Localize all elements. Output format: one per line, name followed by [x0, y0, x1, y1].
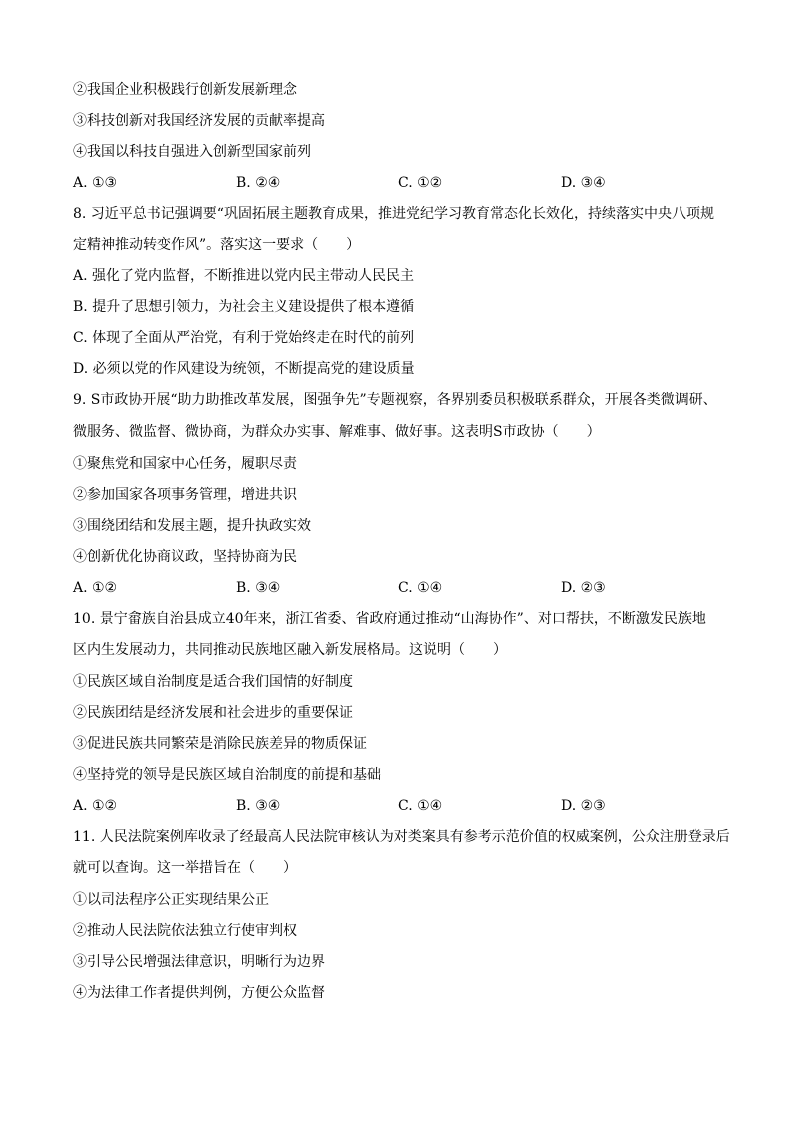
q10-statement-4: ④坚持党的领导是民族区域自治制度的前提和基础	[73, 767, 381, 783]
q10-stem-line-1: 10. 景宁畲族自治县成立40年来，浙江省委、省政府通过推动“山海协作”、对口帮扶，不断激发民族地	[73, 611, 706, 627]
q7-option-a[interactable]: A. ①③	[73, 175, 118, 191]
q7-statement-4: ④我国以科技自强进入创新型国家前列	[73, 144, 311, 160]
q9-stem-line-1: 9. S市政协开展“助力助推改革发展，图强争先”专题视察，各界别委员积极联系群众，开展各类微调研、	[73, 392, 717, 408]
q10-option-d[interactable]: D. ②③	[561, 798, 606, 814]
q7-option-d[interactable]: D. ③④	[561, 175, 606, 191]
q9-option-b[interactable]: B. ③④	[236, 580, 281, 596]
q9-option-d[interactable]: D. ②③	[561, 580, 606, 596]
q7-option-b[interactable]: B. ②④	[236, 175, 281, 191]
q10-statement-3: ③促进民族共同繁荣是消除民族差异的物质保证	[73, 736, 367, 752]
q11-stem-line-2: 就可以查询。这一举措旨在（ ）	[73, 860, 297, 876]
q10-statement-2: ②民族团结是经济发展和社会进步的重要保证	[73, 705, 353, 721]
q9-stem-line-2: 微服务、微监督、微协商，为群众办实事、解难事、做好事。这表明S市政协（ ）	[73, 424, 601, 440]
q9-statement-1: ①聚焦党和国家中心任务，履职尽责	[73, 456, 297, 472]
q10-option-c[interactable]: C. ①④	[398, 798, 443, 814]
q9-statement-3: ③围绕团结和发展主题，提升执政实效	[73, 518, 311, 534]
q11-statement-2: ②推动人民法院依法独立行使审判权	[73, 923, 297, 939]
q8-stem-line-1: 8. 习近平总书记强调要“巩固拓展主题教育成果，推进党纪学习教育常态化长效化，持续落实中央八项规	[73, 206, 714, 222]
q9-statement-2: ②参加国家各项事务管理，增进共识	[73, 487, 297, 503]
q7-option-c[interactable]: C. ①②	[398, 175, 443, 191]
q7-statement-2: ②我国企业积极践行创新发展新理念	[73, 82, 297, 98]
q8-choice-b[interactable]: B. 提升了思想引领力，为社会主义建设提供了根本遵循	[73, 299, 415, 315]
q7-statement-3: ③科技创新对我国经济发展的贡献率提高	[73, 113, 325, 129]
q11-statement-4: ④为法律工作者提供判例，方便公众监督	[73, 985, 325, 1001]
q9-option-a[interactable]: A. ①②	[73, 580, 118, 596]
q11-statement-3: ③引导公民增强法律意识，明晰行为边界	[73, 954, 325, 970]
q10-option-a[interactable]: A. ①②	[73, 798, 118, 814]
q10-statement-1: ①民族区域自治制度是适合我们国情的好制度	[73, 674, 353, 690]
q9-option-c[interactable]: C. ①④	[398, 580, 443, 596]
q10-options	[73, 796, 733, 816]
q7-options	[73, 173, 733, 193]
q10-option-b[interactable]: B. ③④	[236, 798, 281, 814]
q8-stem-line-2: 定精神推动转变作风”。落实这一要求（ ）	[73, 237, 361, 253]
q8-choice-d[interactable]: D. 必须以党的作风建设为统领，不断提高党的建设质量	[73, 361, 415, 377]
q9-statement-4: ④创新优化协商议政，坚持协商为民	[73, 549, 297, 565]
q10-stem-line-2: 区内生发展动力，共同推动民族地区融入新发展格局。这说明（ ）	[73, 642, 507, 658]
q8-choice-a[interactable]: A. 强化了党内监督，不断推进以党内民主带动人民民主	[73, 268, 415, 284]
q9-options	[73, 578, 733, 598]
q8-choice-c[interactable]: C. 体现了全面从严治党，有利于党始终走在时代的前列	[73, 330, 415, 346]
q11-stem-line-1: 11. 人民法院案例库收录了经最高人民法院审核认为对类案具有参考示范价值的权威案例，公众注册登录后	[73, 829, 730, 845]
q11-statement-1: ①以司法程序公正实现结果公正	[73, 892, 269, 908]
